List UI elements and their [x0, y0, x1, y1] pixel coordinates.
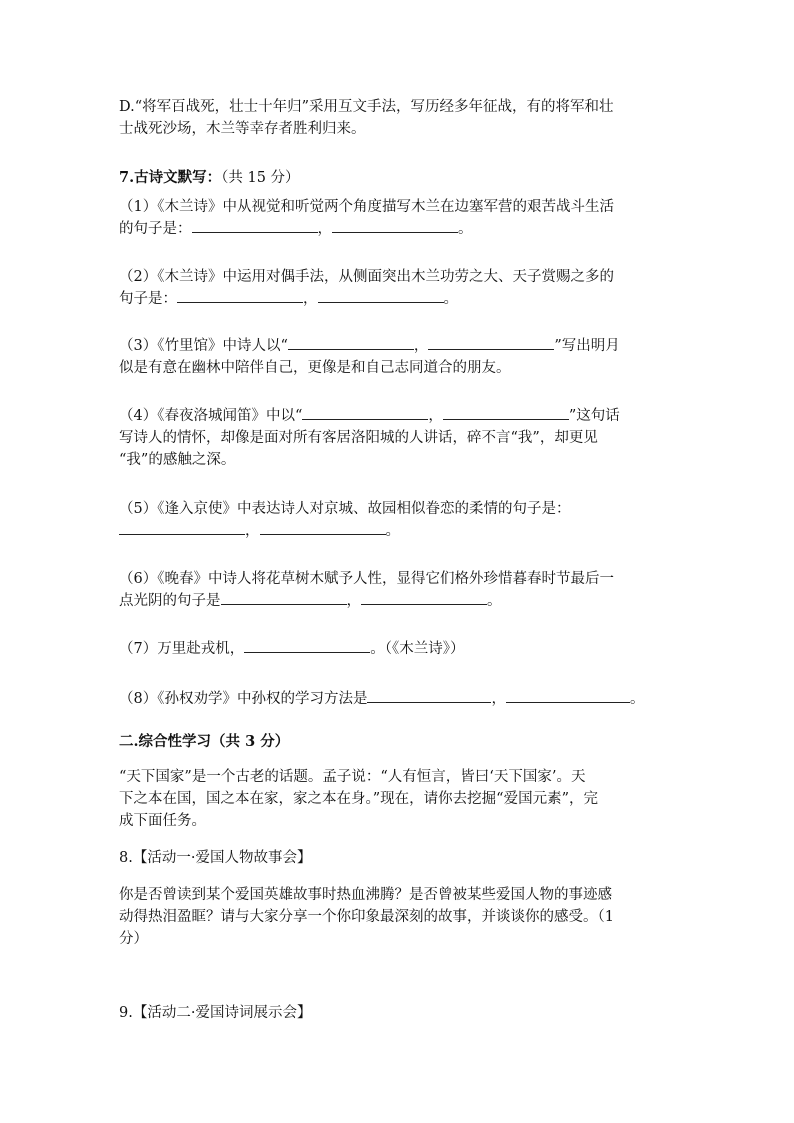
separator: ，: [245, 523, 260, 539]
q7-item-6-line-1: （6）《晚春》中诗人将花草树木赋予人性，显得它们格外珍惜暮春时节最后一: [119, 571, 614, 587]
q7-item-2: [119, 266, 679, 310]
q7-item-2-line-1: （2）《木兰诗》中运用对偶手法，从侧面突出木兰功劳之大、天子赏赐之多的: [119, 269, 614, 285]
section-2-intro: [119, 766, 679, 832]
end-punctuation: 。: [487, 593, 502, 609]
option-d: [119, 96, 679, 140]
answer-blank[interactable]: [177, 288, 303, 303]
q7-item-1-line-1: （1）《木兰诗》中从视觉和听觉两个角度描写木兰在边塞军营的艰苦战斗生活: [119, 199, 614, 215]
q7-item-1: [119, 196, 679, 240]
answer-blank[interactable]: [244, 638, 370, 653]
answer-blank[interactable]: [302, 405, 428, 420]
q7-item-6: [119, 568, 679, 612]
q7-item-3-line-2: 似是有意在幽林中陪伴自己，更像是和自己志同道合的朋友。: [119, 360, 511, 376]
section-2-intro-line: 成下面任务。: [119, 813, 206, 829]
question-8-line: 分）: [119, 931, 148, 947]
q7-item-8: [119, 688, 679, 710]
answer-blank[interactable]: [367, 688, 491, 703]
q7-item-8-prefix: （8）《孙权劝学》中孙权的学习方法是: [119, 691, 368, 707]
q7-item-5: [119, 498, 679, 542]
q7-item-7: [119, 638, 679, 660]
question-7-heading: [119, 167, 679, 189]
q7-item-4-suffix: ”这句话: [568, 408, 620, 424]
answer-blank[interactable]: [221, 590, 347, 605]
separator: ，: [428, 408, 443, 424]
question-7-score: （共 15 分）: [221, 170, 300, 186]
answer-blank[interactable]: [332, 218, 458, 233]
q7-item-7-suffix: 。（《木兰诗》）: [370, 641, 465, 657]
answer-blank[interactable]: [443, 405, 569, 420]
q7-item-7-prefix: （7）万里赴戎机，: [119, 641, 245, 657]
answer-blank[interactable]: [318, 288, 444, 303]
section-2-title: 二.综合性学习（共 3 分）: [119, 733, 290, 750]
answer-blank[interactable]: [260, 520, 386, 535]
question-9-heading: [119, 1002, 679, 1024]
separator: ，: [413, 338, 429, 354]
separator: ，: [317, 221, 332, 237]
q7-item-6-line-2: 点光阴的句子是: [119, 593, 221, 609]
separator: ，: [491, 691, 506, 707]
q7-item-4-line-3: “我”的感触之深。: [119, 452, 236, 468]
answer-blank[interactable]: [361, 590, 487, 605]
question-8-line: 动得热泪盈眶？请与大家分享一个你印象最深刻的故事，并谈谈你的感受。（1: [119, 909, 614, 925]
answer-blank[interactable]: [119, 520, 245, 535]
answer-blank[interactable]: [192, 218, 318, 233]
separator: ，: [303, 291, 318, 307]
q7-item-3-prefix: （3）《竹里馆》中诗人以“: [119, 338, 288, 354]
end-punctuation: 。: [629, 691, 645, 707]
q7-item-2-line-2: 句子是：: [119, 291, 177, 307]
q7-item-4-prefix: （4）《春夜洛城闻笛》中以“: [119, 408, 303, 424]
question-8-line: 你是否曾读到某个爱国英雄故事时热血沸腾？是否曾被某些爱国人物的事迹感: [119, 887, 612, 903]
question-9-title: 9.【活动二·爱国诗词展示会】: [119, 1005, 312, 1021]
answer-blank[interactable]: [428, 335, 554, 350]
end-punctuation: 。: [458, 221, 473, 237]
question-7-title: 7.古诗文默写：: [119, 169, 222, 186]
answer-blank[interactable]: [288, 335, 414, 350]
q7-item-5-line-1: （5）《逢入京使》中表达诗人对京城、故园相似眷恋的柔情的句子是：: [119, 501, 571, 517]
option-d-line-1: D.“将军百战死，壮士十年归”采用互文手法，写历经多年征战，有的将军和壮: [119, 99, 614, 115]
question-8-body: [119, 884, 679, 950]
q7-item-4: [119, 405, 679, 471]
question-8-heading: [119, 847, 679, 869]
section-2-heading: [119, 731, 679, 753]
end-punctuation: 。: [443, 291, 458, 307]
q7-item-4-line-2: 写诗人的情怀，却像是面对所有客居洛阳城的人讲话，碎不言“我”，却更见: [119, 430, 598, 446]
q7-item-3: [119, 335, 679, 379]
section-2-intro-line: “天下国家”是一个古老的话题。孟子说：“人有恒言，皆曰‘天下国家’。天: [119, 769, 586, 785]
q7-item-1-line-2: 的句子是：: [119, 221, 192, 237]
end-punctuation: 。: [385, 523, 400, 539]
question-8-title: 8.【活动一·爱国人物故事会】: [119, 850, 312, 866]
answer-blank[interactable]: [506, 688, 630, 703]
separator: ，: [346, 593, 361, 609]
section-2-intro-line: 下之本在国，国之本在家，家之本在身。”现在，请你去挖掘“爱国元素”，完: [119, 791, 598, 807]
option-d-line-2: 士战死沙场，木兰等幸存者胜利归来。: [119, 121, 366, 137]
q7-item-3-suffix: ”写出明月: [554, 338, 620, 354]
